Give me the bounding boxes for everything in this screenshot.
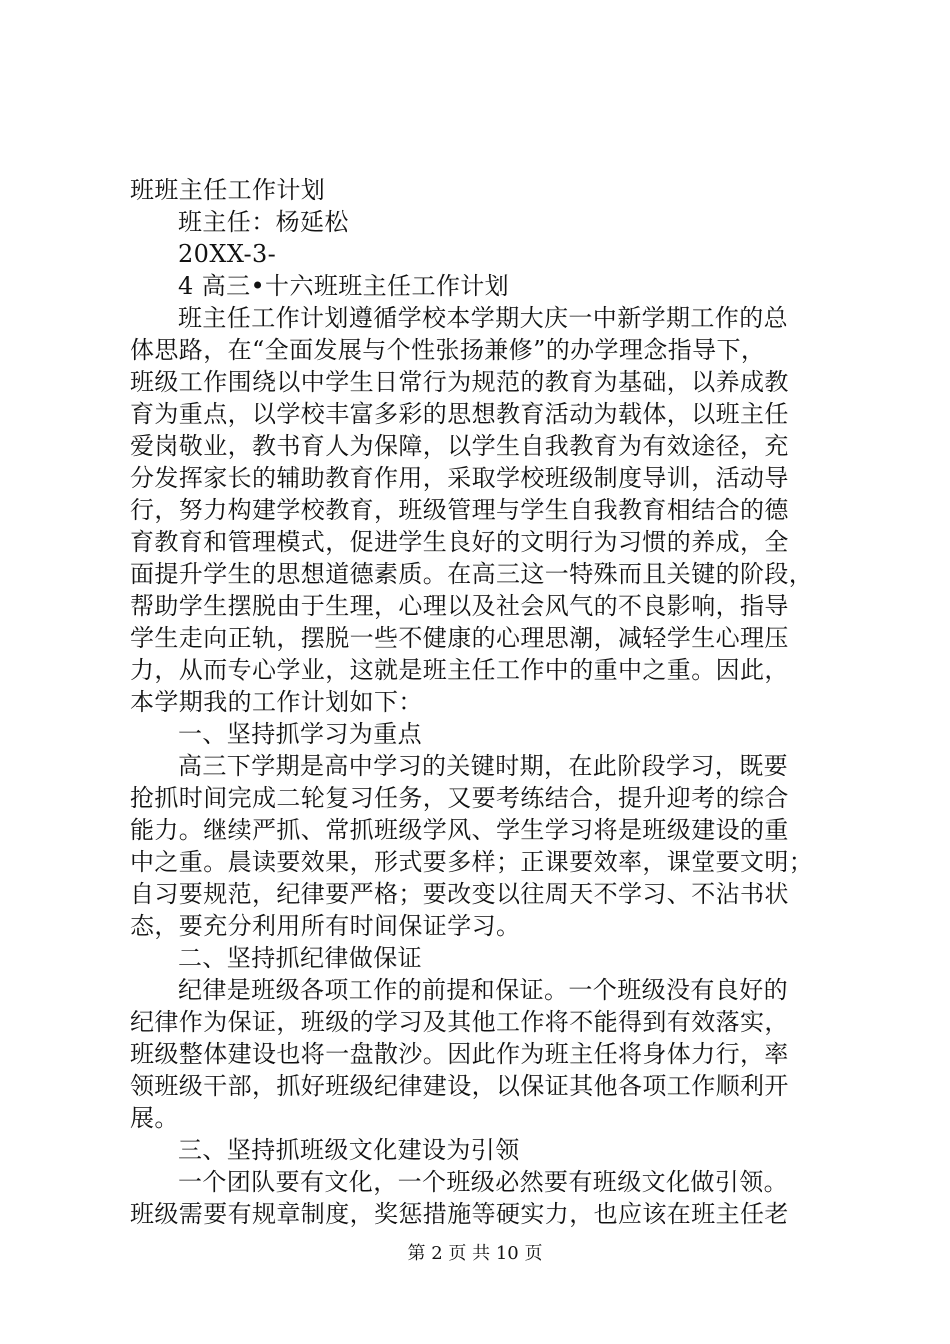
text-line: 纪律作为保证，班级的学习及其他工作将不能得到有效落实，: [130, 1008, 789, 1036]
page-footer: 第 2 页 共 10 页: [407, 1243, 543, 1264]
text-line: 高三下学期是高中学习的关键时期，在此阶段学习，既要: [178, 752, 788, 780]
text-line: 班主任工作计划遵循学校本学期大庆一中新学期工作的总: [178, 304, 788, 332]
text-line: 班级整体建设也将一盘散沙。因此作为班主任将身体力行，率: [130, 1040, 789, 1068]
text-line: 力，从而专心学业，这就是班主任工作中的重中之重。因此，: [130, 656, 789, 684]
text-line: 二、坚持抓纪律做保证: [178, 944, 422, 972]
text-line: 能力。继续严抓、常抓班级学风、学生学习将是班级建设的重: [130, 816, 789, 844]
text-line: 展。: [130, 1104, 179, 1132]
text-line: 4 高三•十六班班主任工作计划: [178, 272, 510, 300]
text-line: 面提升学生的思想道德素质。在高三这一特殊而且关键的阶段，: [130, 560, 814, 588]
document-title: 班班主任工作计划: [130, 176, 326, 204]
text-line: 育为重点，以学校丰富多彩的思想教育活动为载体，以班主任: [130, 400, 789, 428]
text-line: 纪律是班级各项工作的前提和保证。一个班级没有良好的: [178, 976, 788, 1004]
text-line: 20XX-3-: [178, 240, 277, 268]
text-line: 帮助学生摆脱由于生理，心理以及社会风气的不良影响，指导: [130, 592, 789, 620]
text-line: 本学期我的工作计划如下：: [130, 688, 423, 716]
text-line: 班级需要有规章制度，奖惩措施等硬实力，也应该在班主任老: [130, 1200, 789, 1228]
text-line: 行，努力构建学校教育，班级管理与学生自我教育相结合的德: [130, 496, 789, 524]
text-line: 育教育和管理模式，促进学生良好的文明行为习惯的养成，全: [130, 528, 789, 556]
text-line: 自习要规范，纪律要严格；要改变以往周天不学习、不沾书状: [130, 880, 789, 908]
text-line: 分发挥家长的辅助教育作用，采取学校班级制度导训，活动导: [130, 464, 789, 492]
text-line: 班级工作围绕以中学生日常行为规范的教育为基础，以养成教: [130, 368, 789, 396]
text-line: 体思路，在“全面发展与个性张扬兼修”的办学理念指导下，: [130, 336, 766, 364]
text-line: 一、坚持抓学习为重点: [178, 720, 422, 748]
text-line: 抢抓时间完成二轮复习任务，又要考练结合，提升迎考的综合: [130, 784, 789, 812]
text-line: 爱岗敬业，教书育人为保障，以学生自我教育为有效途径，充: [130, 432, 789, 460]
text-line: 态，要充分利用所有时间保证学习。: [130, 912, 521, 940]
text-line: 班主任：杨延松: [178, 208, 349, 236]
text-line: 学生走向正轨，摆脱一些不健康的心理思潮，减轻学生心理压: [130, 624, 789, 652]
text-line: 一个团队要有文化，一个班级必然要有班级文化做引领。: [178, 1168, 788, 1196]
text-line: 中之重。晨读要效果，形式要多样；正课要效率，课堂要文明；: [130, 848, 814, 876]
document-body: [130, 174, 830, 1230]
text-line: 领班级干部，抓好班级纪律建设，以保证其他各项工作顺利开: [130, 1072, 789, 1100]
text-line: 三、坚持抓班级文化建设为引领: [178, 1136, 520, 1164]
